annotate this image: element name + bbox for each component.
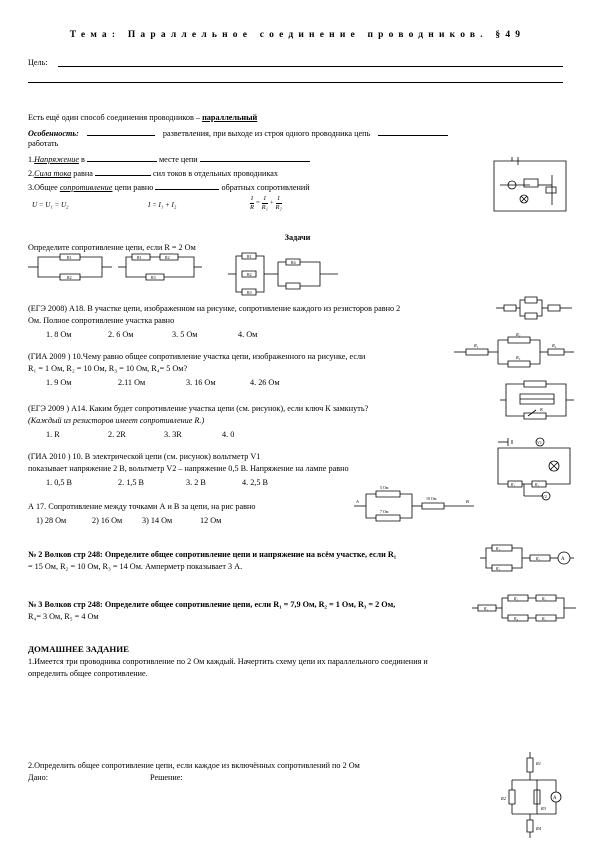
- task4-line2: показывает напряжение 2 В, вольтметр V2 – напряжение 0,5 В. Напряжение на лампе равно: [28, 464, 349, 473]
- feature-line: [28, 127, 448, 139]
- task2-option-3[interactable]: 3. 16 Ом: [186, 378, 216, 387]
- point-3-text-a: цепи равно: [112, 183, 156, 192]
- point-1-text-a: в: [78, 155, 87, 164]
- resistor-label: R₃: [536, 556, 540, 561]
- point-3-term: сопротивление: [59, 183, 113, 192]
- point-2-num: 2.: [28, 169, 35, 178]
- resistor-label: R₁: [474, 343, 479, 348]
- ammeter-icon: A: [561, 557, 565, 562]
- resistor-label: R₁: [484, 606, 488, 611]
- feature-line-2: работать: [28, 139, 59, 148]
- task1-line2: Ом. Полное сопротивление участка равно: [28, 316, 175, 325]
- resistor-value: 10 Ом: [426, 496, 437, 501]
- feature-label: Особенность:: [28, 129, 79, 138]
- homework-item1-line1: 1.Имеется три проводника сопротивление по 2 Ом каждый. Начертить схему цепи их параллельного соединения и: [28, 657, 428, 666]
- resistor-label: R3: [247, 290, 252, 295]
- intro-line1: [28, 113, 257, 123]
- resistor-label: R4: [291, 260, 296, 265]
- voltmeter-label: V2: [542, 494, 547, 499]
- task1-option-3[interactable]: 3. 5 Ом: [172, 330, 198, 339]
- task5-option-2[interactable]: 2) 16 Ом: [92, 516, 123, 525]
- task5-option-1[interactable]: 1) 28 Ом: [36, 516, 67, 525]
- resistor-label: R1: [247, 254, 252, 259]
- task3-option-1[interactable]: 1. R: [46, 430, 60, 439]
- frac-den: R: [250, 204, 254, 211]
- task4-option-2[interactable]: 2. 1,5 В: [118, 478, 144, 487]
- homework-item1-line2: определить общее сопротивление.: [28, 669, 148, 678]
- task7-line1: [28, 600, 395, 610]
- task6-circuit: [480, 544, 574, 576]
- point-2-text-a: равна: [71, 169, 95, 178]
- point-3-num: 3.: [28, 183, 35, 192]
- task3-circuit: [500, 380, 574, 420]
- tasks-heading: Задачи: [284, 233, 311, 242]
- task1-option-4[interactable]: 4. Ом: [238, 330, 258, 339]
- solution-label: Решение:: [150, 773, 183, 782]
- resistor-label: R₂: [496, 566, 500, 571]
- resistor-value: 5 Ом: [380, 485, 389, 490]
- feature-text: разветвления, при выходе из строя одного проводника цепь: [162, 129, 371, 138]
- point-1-blank-1[interactable]: [87, 153, 157, 162]
- resistor-label: R4: [536, 826, 541, 831]
- voltmeter-label: V1: [537, 440, 542, 445]
- point-3-pre: Общее: [34, 183, 60, 192]
- ammeter-icon: A: [553, 796, 557, 801]
- task6-line2: = 15 Ом, R₂ = 10 Ом, R₃ = 14 Ом. Амперметр показывает 3 А.: [28, 562, 243, 571]
- resistor-label: R₄: [514, 616, 518, 621]
- task2-line1: (ГИА 2009 ) 10.Чему равно общее сопротивление участка цепи, изображенного на рисунке, если: [28, 352, 366, 361]
- resistor-label: R₅: [542, 616, 546, 621]
- point-1-blank-2[interactable]: [200, 153, 310, 162]
- task1-option-2[interactable]: 2. 6 Ом: [108, 330, 134, 339]
- task4-option-1[interactable]: 1. 0,5 В: [46, 478, 72, 487]
- point-2-blank[interactable]: [95, 167, 151, 176]
- task2-circuit: [454, 334, 574, 370]
- intro-keyword: параллельный: [202, 113, 258, 122]
- task3-line1: (ЕГЭ 2009 ) А14. Каким будет сопротивление участка цепи (см. рисунок), если ключ К замкнуть?: [28, 404, 369, 413]
- task2-option-1[interactable]: 1. 9 Ом: [46, 378, 72, 387]
- point-3-blank[interactable]: [155, 181, 219, 190]
- frac-den: R₁: [261, 204, 268, 211]
- task6-text: № 2 Волков стр 248: Определите общее сопротивление цепи и напряжение на всём участке, если R₁: [28, 550, 397, 559]
- task5-line1: А 17. Сопротивление между точками А и В за цепи, на рис равно: [28, 502, 256, 511]
- resistor-label: R2: [501, 796, 506, 801]
- task3-line2: (Каждый из резисторов имеет сопротивление R.): [28, 416, 205, 425]
- frac-num: 1: [276, 195, 281, 202]
- resistor-label: R₄: [552, 343, 557, 348]
- homework-heading: ДОМАШНЕЕ ЗАДАНИЕ: [28, 644, 129, 654]
- task0-circuit-3: [228, 250, 338, 298]
- point-a-label: A: [356, 499, 359, 504]
- point-3: [28, 181, 310, 193]
- goal-blank-1[interactable]: [58, 66, 563, 67]
- formula-voltage: U = U₁ = U₂: [32, 201, 69, 209]
- intro-circuit-diagram: [490, 155, 570, 217]
- point-2: [28, 167, 278, 179]
- task5-option-4[interactable]: 12 Ом: [200, 516, 222, 525]
- task3-option-4[interactable]: 4. 0: [222, 430, 235, 439]
- feature-blank-2[interactable]: [378, 127, 448, 136]
- resistor-value: 7 Ом: [380, 509, 389, 514]
- frac-den: R₂: [275, 204, 282, 211]
- resistor-label: R1: [67, 255, 72, 260]
- page-title: Тема: Параллельное соединение проводников. §49: [69, 30, 526, 40]
- task7-line2: R₄= 3 Ом, R₅ = 4 Ом: [28, 612, 99, 621]
- task1-circuit: [496, 296, 572, 320]
- formula-current: I = I₁ + I₂: [148, 201, 177, 209]
- task1-option-1[interactable]: 1. 8 Ом: [46, 330, 72, 339]
- task2-option-4[interactable]: 4. 26 Ом: [250, 378, 280, 387]
- formula-resistance: $\frac{1}{R}$ = $\frac{1}{\text{R₁}}$ + $\frac{1}{\text{R₂}}$: [250, 195, 282, 211]
- task5-option-3[interactable]: 3) 14 Ом: [142, 516, 173, 525]
- task4-option-4[interactable]: 4. 2,5 В: [242, 478, 268, 487]
- task7-circuit: [472, 594, 576, 626]
- task4-circuit: [494, 436, 574, 502]
- point-b-label: B: [466, 499, 469, 504]
- point-2-text-b: сил токов в отдельных проводниках: [150, 169, 279, 178]
- point-2-term: Сила тока: [34, 169, 72, 178]
- given-label: Дано:: [28, 773, 48, 782]
- resistor-label: R₂: [535, 482, 539, 487]
- frac-num: 1: [263, 195, 267, 202]
- frac-num: 1: [250, 195, 254, 202]
- task5-circuit: [354, 486, 474, 526]
- point-1-term: Напряжение: [34, 155, 79, 164]
- homework-item2-line1: 2.Определить общее сопротивление цепи, если каждое из включённых сопротивлений по 2 Ом: [28, 761, 360, 770]
- resistor-label: R2: [67, 275, 72, 280]
- resistor-label: R₂: [516, 332, 521, 337]
- task2-line2: R₁ = 1 Ом, R₂ = 10 Ом, R₃ = 10 Ом, R₄= 5 Ом?: [28, 364, 188, 373]
- resistor-label: R₁: [511, 482, 515, 487]
- resistor-label: R₃: [516, 355, 521, 360]
- resistor-label: R₃: [542, 596, 546, 601]
- point-1: [28, 153, 310, 165]
- task1-line1: (ЕГЭ 2008) А18. В участке цепи, изображенном на рисунке, сопротивление каждого из резисторов равно 2: [28, 304, 401, 313]
- goal-label: Цель:: [28, 58, 48, 67]
- task0-circuit-2: [118, 254, 202, 282]
- task3-option-2[interactable]: 2. 2R: [108, 430, 126, 439]
- task2-option-2[interactable]: 2.11 Ом: [118, 378, 146, 387]
- resistor-label: R2: [247, 272, 252, 277]
- feature-blank-1[interactable]: [87, 127, 155, 136]
- task7-text: № 3 Волков стр 248: Определите общее сопротивление цепи, если R₁ = 7,9 Ом, R₂ = 1 Ом, R₃ = 2 Ом,: [28, 600, 396, 609]
- resistor-label: R2: [165, 255, 170, 260]
- point-3-text-b: обратных сопротивлений: [219, 183, 310, 192]
- task0-text: Определите сопротивление цепи, если R = 2 Ом: [28, 243, 196, 252]
- goal-blank-2[interactable]: [28, 82, 563, 83]
- homework-circuit: [500, 750, 570, 838]
- point-1-text-b: месте цепи: [156, 155, 200, 164]
- point-1-num: 1.: [28, 155, 35, 164]
- task4-option-3[interactable]: 3. 2 В: [186, 478, 206, 487]
- resistor-label: R₂: [514, 596, 518, 601]
- resistor-label: R1: [137, 255, 142, 260]
- task0-circuit-1: [28, 254, 112, 282]
- resistor-label: R3: [151, 275, 156, 280]
- task4-line1: (ГИА 2010 ) 10. В электрической цепи (см. рисунок) вольтметр V1: [28, 452, 261, 461]
- resistor-label: R1: [536, 761, 541, 766]
- switch-label: К: [540, 407, 543, 412]
- resistor-label: R3: [541, 806, 546, 811]
- intro-text: Есть ещё один способ соединения проводников –: [28, 113, 203, 122]
- task3-option-3[interactable]: 3. 3R: [164, 430, 182, 439]
- task6-line1: [28, 550, 396, 560]
- resistor-label: R₁: [496, 546, 500, 551]
